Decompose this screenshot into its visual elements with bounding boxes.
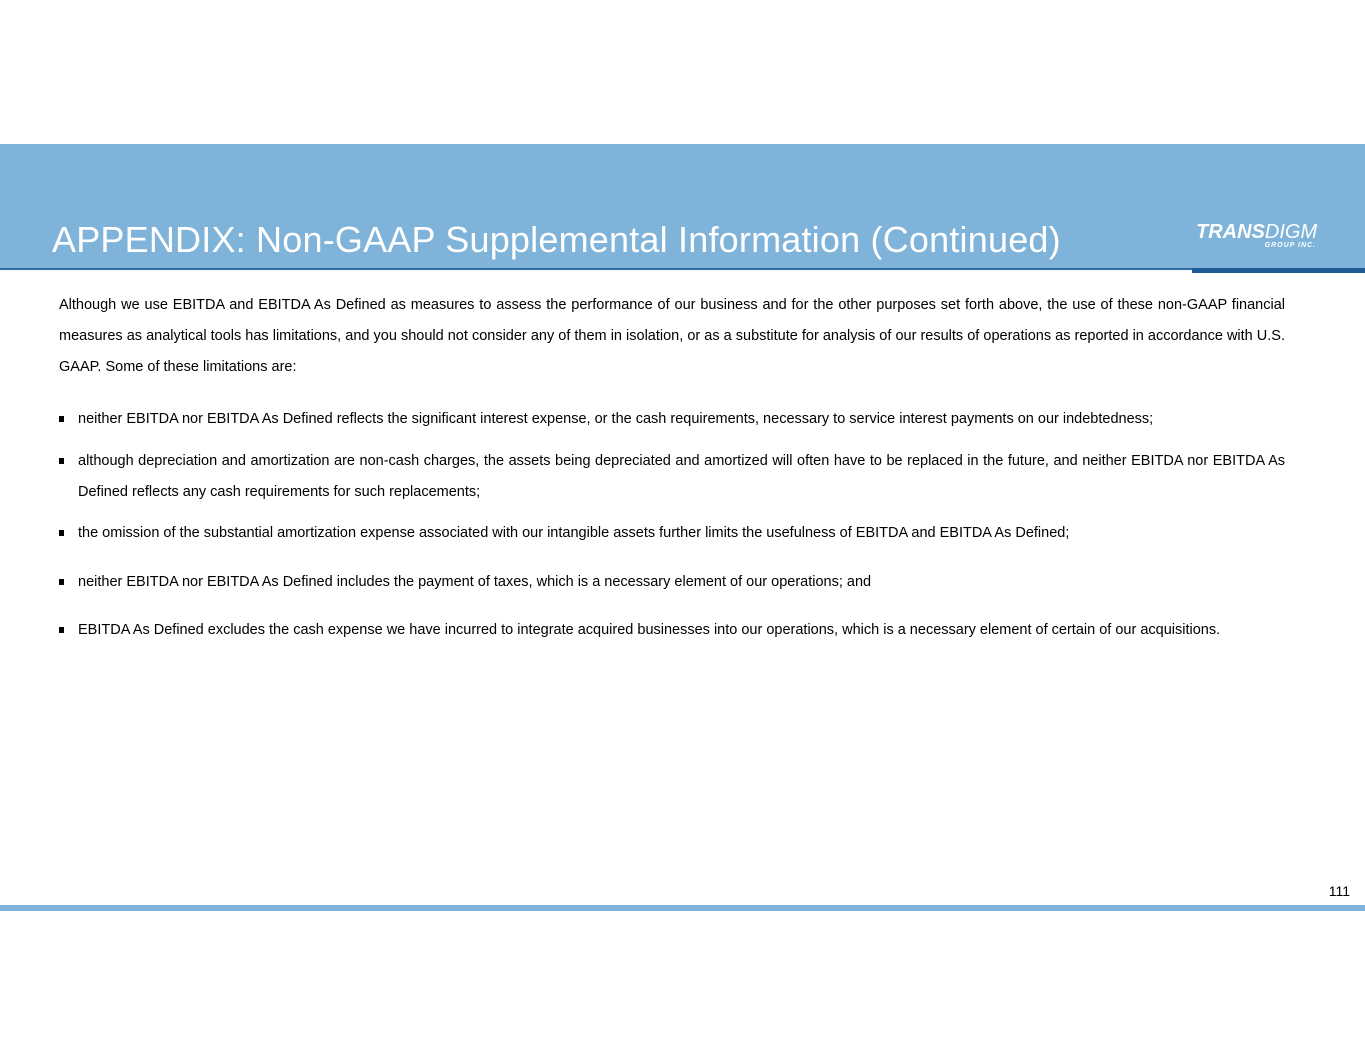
logo-subtext: GROUP INC. (1264, 242, 1316, 249)
square-bullet-icon (59, 579, 64, 585)
list-item (59, 404, 1285, 435)
list-item-text: although depreciation and amortization are non-cash charges, the assets being depreciated and amortized will often have to be replaced in the future, and neither EBITDA nor EBITDA As Defined reflects any cash requirements for such replacements; (78, 453, 1285, 500)
list-item-text: EBITDA As Defined excludes the cash expense we have incurred to integrate acquired businesses into our operations, which is a necessary element of certain of our acquisitions. (78, 622, 1221, 638)
square-bullet-icon (59, 458, 64, 464)
footer-rule (0, 905, 1365, 911)
list-item-text: the omission of the substantial amortization expense associated with our intangible assets further limits the usefulness of EBITDA and EBITDA As Defined; (78, 525, 1070, 541)
slide-title: APPENDIX: Non-GAAP Supplemental Information (Continued) (52, 219, 1061, 260)
intro-paragraph: Although we use EBITDA and EBITDA As Defined as measures to assess the performance of our business and for the other purposes set forth above, the use of these non-GAAP financial measures as analytical tools has limitations, and you should not consider any of them in isolation, or as a substitute for analysis of our results of operations as reported in accordance with U.S. GAAP. Some of these limitations are: (59, 297, 1285, 375)
list-item (59, 518, 1285, 549)
list-item (59, 446, 1285, 508)
header-rule (0, 268, 1365, 270)
slide-body (59, 290, 1285, 646)
page-number: 111 (1328, 883, 1350, 899)
logo-text-light: DIGM (1264, 221, 1318, 243)
list-item-text: neither EBITDA nor EBITDA As Defined reflects the significant interest expense, or the cash requirements, necessary to service interest payments on our indebtedness; (78, 411, 1154, 427)
logo-wordmark (1196, 222, 1326, 242)
square-bullet-icon (59, 627, 64, 633)
square-bullet-icon (59, 416, 64, 422)
limitations-list (59, 404, 1285, 646)
logo-text-bold: TRANS (1196, 221, 1265, 243)
header-rule-accent (1192, 268, 1365, 273)
list-item (59, 615, 1285, 646)
list-item (59, 567, 1285, 598)
company-logo (1196, 222, 1326, 252)
list-item-text: neither EBITDA nor EBITDA As Defined includes the payment of taxes, which is a necessary element of our operations; and (78, 574, 872, 590)
square-bullet-icon (59, 530, 64, 536)
